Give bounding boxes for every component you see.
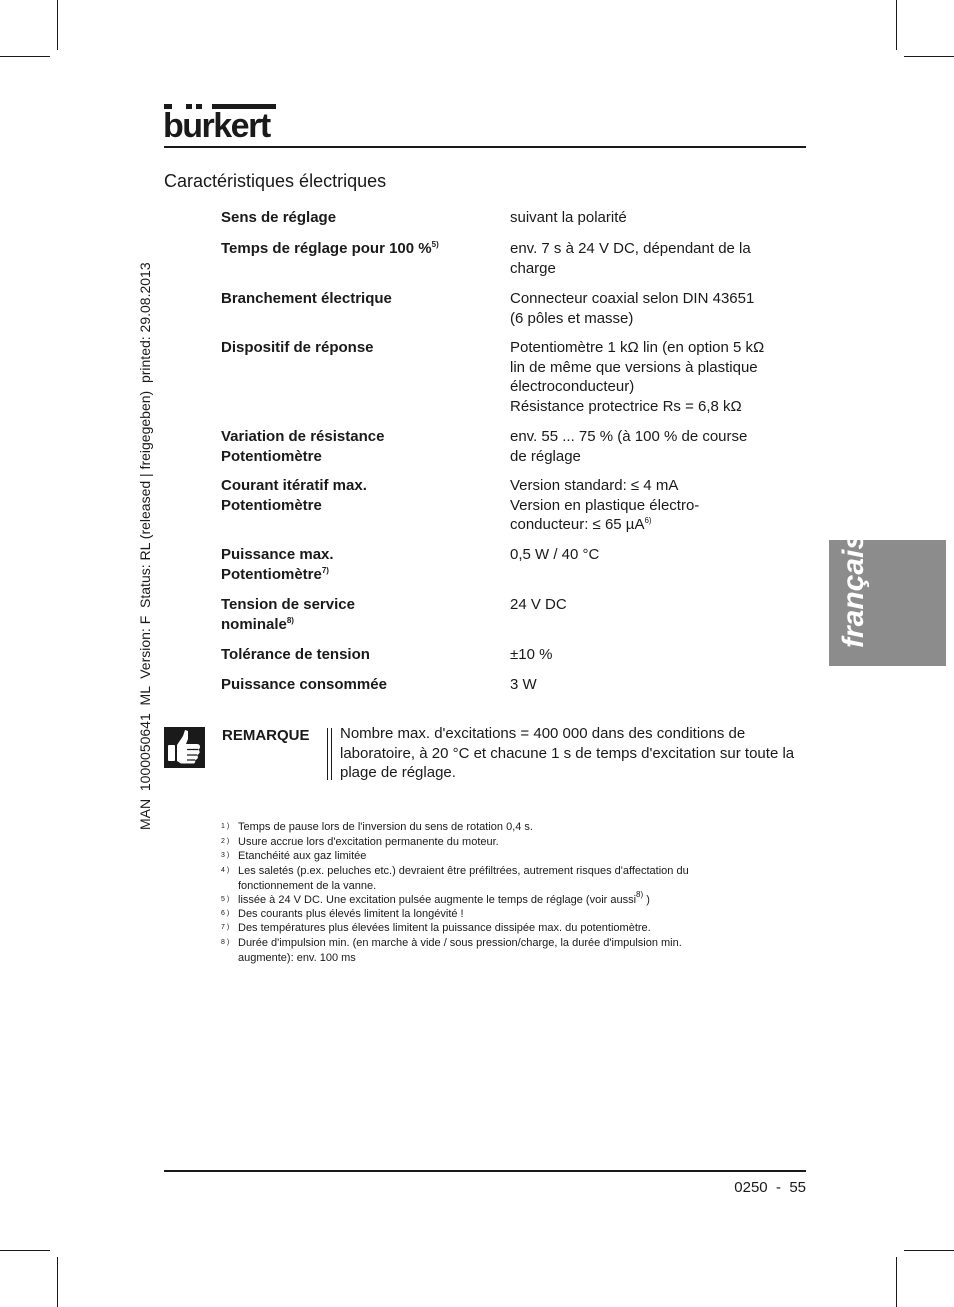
section-title: Caractéristiques électriques (164, 171, 387, 191)
language-tab (829, 532, 946, 666)
spec-value: Connecteur coaxial selon DIN 43651 (6 pôles et masse) (510, 290, 755, 327)
spec-value: 3 W (510, 676, 537, 693)
footnote-text: Durée d'impulsion min. (en marche à vide / sous pression/charge, la durée d'impulsion min. augmente): env. 100 ms (238, 937, 682, 964)
spec-label: Tolérance de tension (221, 646, 370, 663)
remark-divider (331, 728, 332, 780)
spec-label-text: Puissance max. Potentiomètre (221, 546, 334, 583)
remark-label: REMARQUE (222, 727, 310, 744)
spec-label (221, 239, 491, 259)
footnote-ref: 5) (431, 240, 439, 249)
footnote-text: Usure accrue lors d'excitation permanente du moteur. (238, 836, 499, 848)
spec-label-text: Temps de réglage pour 100 % (221, 240, 432, 257)
footnote-number: 3) (221, 852, 232, 859)
crop-mark (0, 56, 50, 57)
spec-value: 0,5 W / 40 °C (510, 546, 600, 563)
crop-mark (904, 56, 954, 57)
spec-label: Dispositif de réponse (221, 339, 374, 356)
footnote-text: Les saletés (p.ex. peluches etc.) devraient être préfiltrées, autrement risques d'affectation du fonctionnement de la vanne. (238, 865, 689, 892)
crop-mark (896, 0, 897, 50)
spec-label: Puissance consommée (221, 676, 387, 693)
remark-divider (327, 728, 328, 780)
crop-mark (57, 0, 58, 50)
footnote-ref: 6) (644, 516, 652, 525)
spec-label-text: Tension de service nominale (221, 596, 355, 633)
spec-label (221, 595, 491, 634)
crop-mark (904, 1250, 954, 1251)
burkert-logo (164, 104, 276, 144)
footnote-number: 4) (221, 867, 232, 874)
footnote-number: 8) (221, 939, 232, 946)
spec-label: Variation de résistance Potentiomètre (221, 428, 385, 465)
footnote-text: Etanchéité aux gaz limitée (238, 850, 367, 862)
thumbs-up-icon (164, 727, 205, 768)
spec-label: Sens de réglage (221, 209, 337, 226)
spec-value: env. 55 ... 75 % (à 100 % de course de réglage (510, 428, 748, 465)
spec-value: env. 7 s à 24 V DC, dépendant de la charge (510, 240, 751, 277)
spec-value (510, 476, 810, 535)
spec-label: Branchement électrique (221, 290, 392, 307)
footer-rule (164, 1170, 806, 1172)
footnote-text (238, 890, 718, 908)
footnote-text-tail: ) (643, 894, 650, 906)
footnote-number: 5) (221, 896, 232, 903)
spec-value: Potentiomètre 1 kΩ lin (en option 5 kΩ lin de même que versions à plastique électroconducteur) Résistance protectrice Rs = 6,8 kΩ (510, 339, 765, 415)
page-number: 0250 - 55 (734, 1179, 806, 1196)
footnote-number: 2) (221, 838, 232, 845)
footnote-number: 7) (221, 924, 232, 931)
crop-mark (896, 1257, 897, 1307)
spec-value: ±10 % (510, 646, 553, 663)
footnote-ref: 8) (286, 615, 294, 625)
spec-label (221, 545, 491, 584)
header-rule (164, 146, 806, 148)
footnote-text-main: lissée à 24 V DC. Une excitation pulsée augmente le temps de réglage (voir aussi (238, 894, 637, 906)
spec-value-text: Version standard: ≤ 4 mA Version en plastique électro- conducteur: ≤ 65 µA (510, 477, 700, 533)
document-status-line: MAN 1000050641 ML Version: F Status: RL (released | freigegeben) printed: 29.08.2013 (137, 262, 153, 830)
spec-label: Courant itératif max. Potentiomètre (221, 477, 367, 514)
footnote-text: Des courants plus élevés limitent la longévité ! (238, 908, 464, 920)
footnote-ref: 7) (321, 565, 329, 575)
logo-text: burkert (163, 107, 270, 145)
language-tab-label: français (837, 532, 870, 648)
remark-text: Nombre max. d'excitations = 400 000 dans des conditions de laboratoire, à 20 °C et chacune 1 s de temps d'excitation sur toute la plage de réglage. (340, 725, 795, 781)
footnote-text: Des températures plus élevées limitent la puissance dissipée max. du potentiomètre. (238, 922, 651, 934)
footnote-number: 1) (221, 823, 232, 830)
footnote-text: Temps de pause lors de l'inversion du sens de rotation 0,4 s. (238, 821, 533, 833)
spec-value: 24 V DC (510, 596, 567, 613)
spec-value: suivant la polarité (510, 209, 627, 226)
footnote-number: 6) (221, 910, 232, 917)
crop-mark (0, 1250, 50, 1251)
crop-mark (57, 1257, 58, 1307)
footnote-ref: 8) (636, 890, 644, 899)
